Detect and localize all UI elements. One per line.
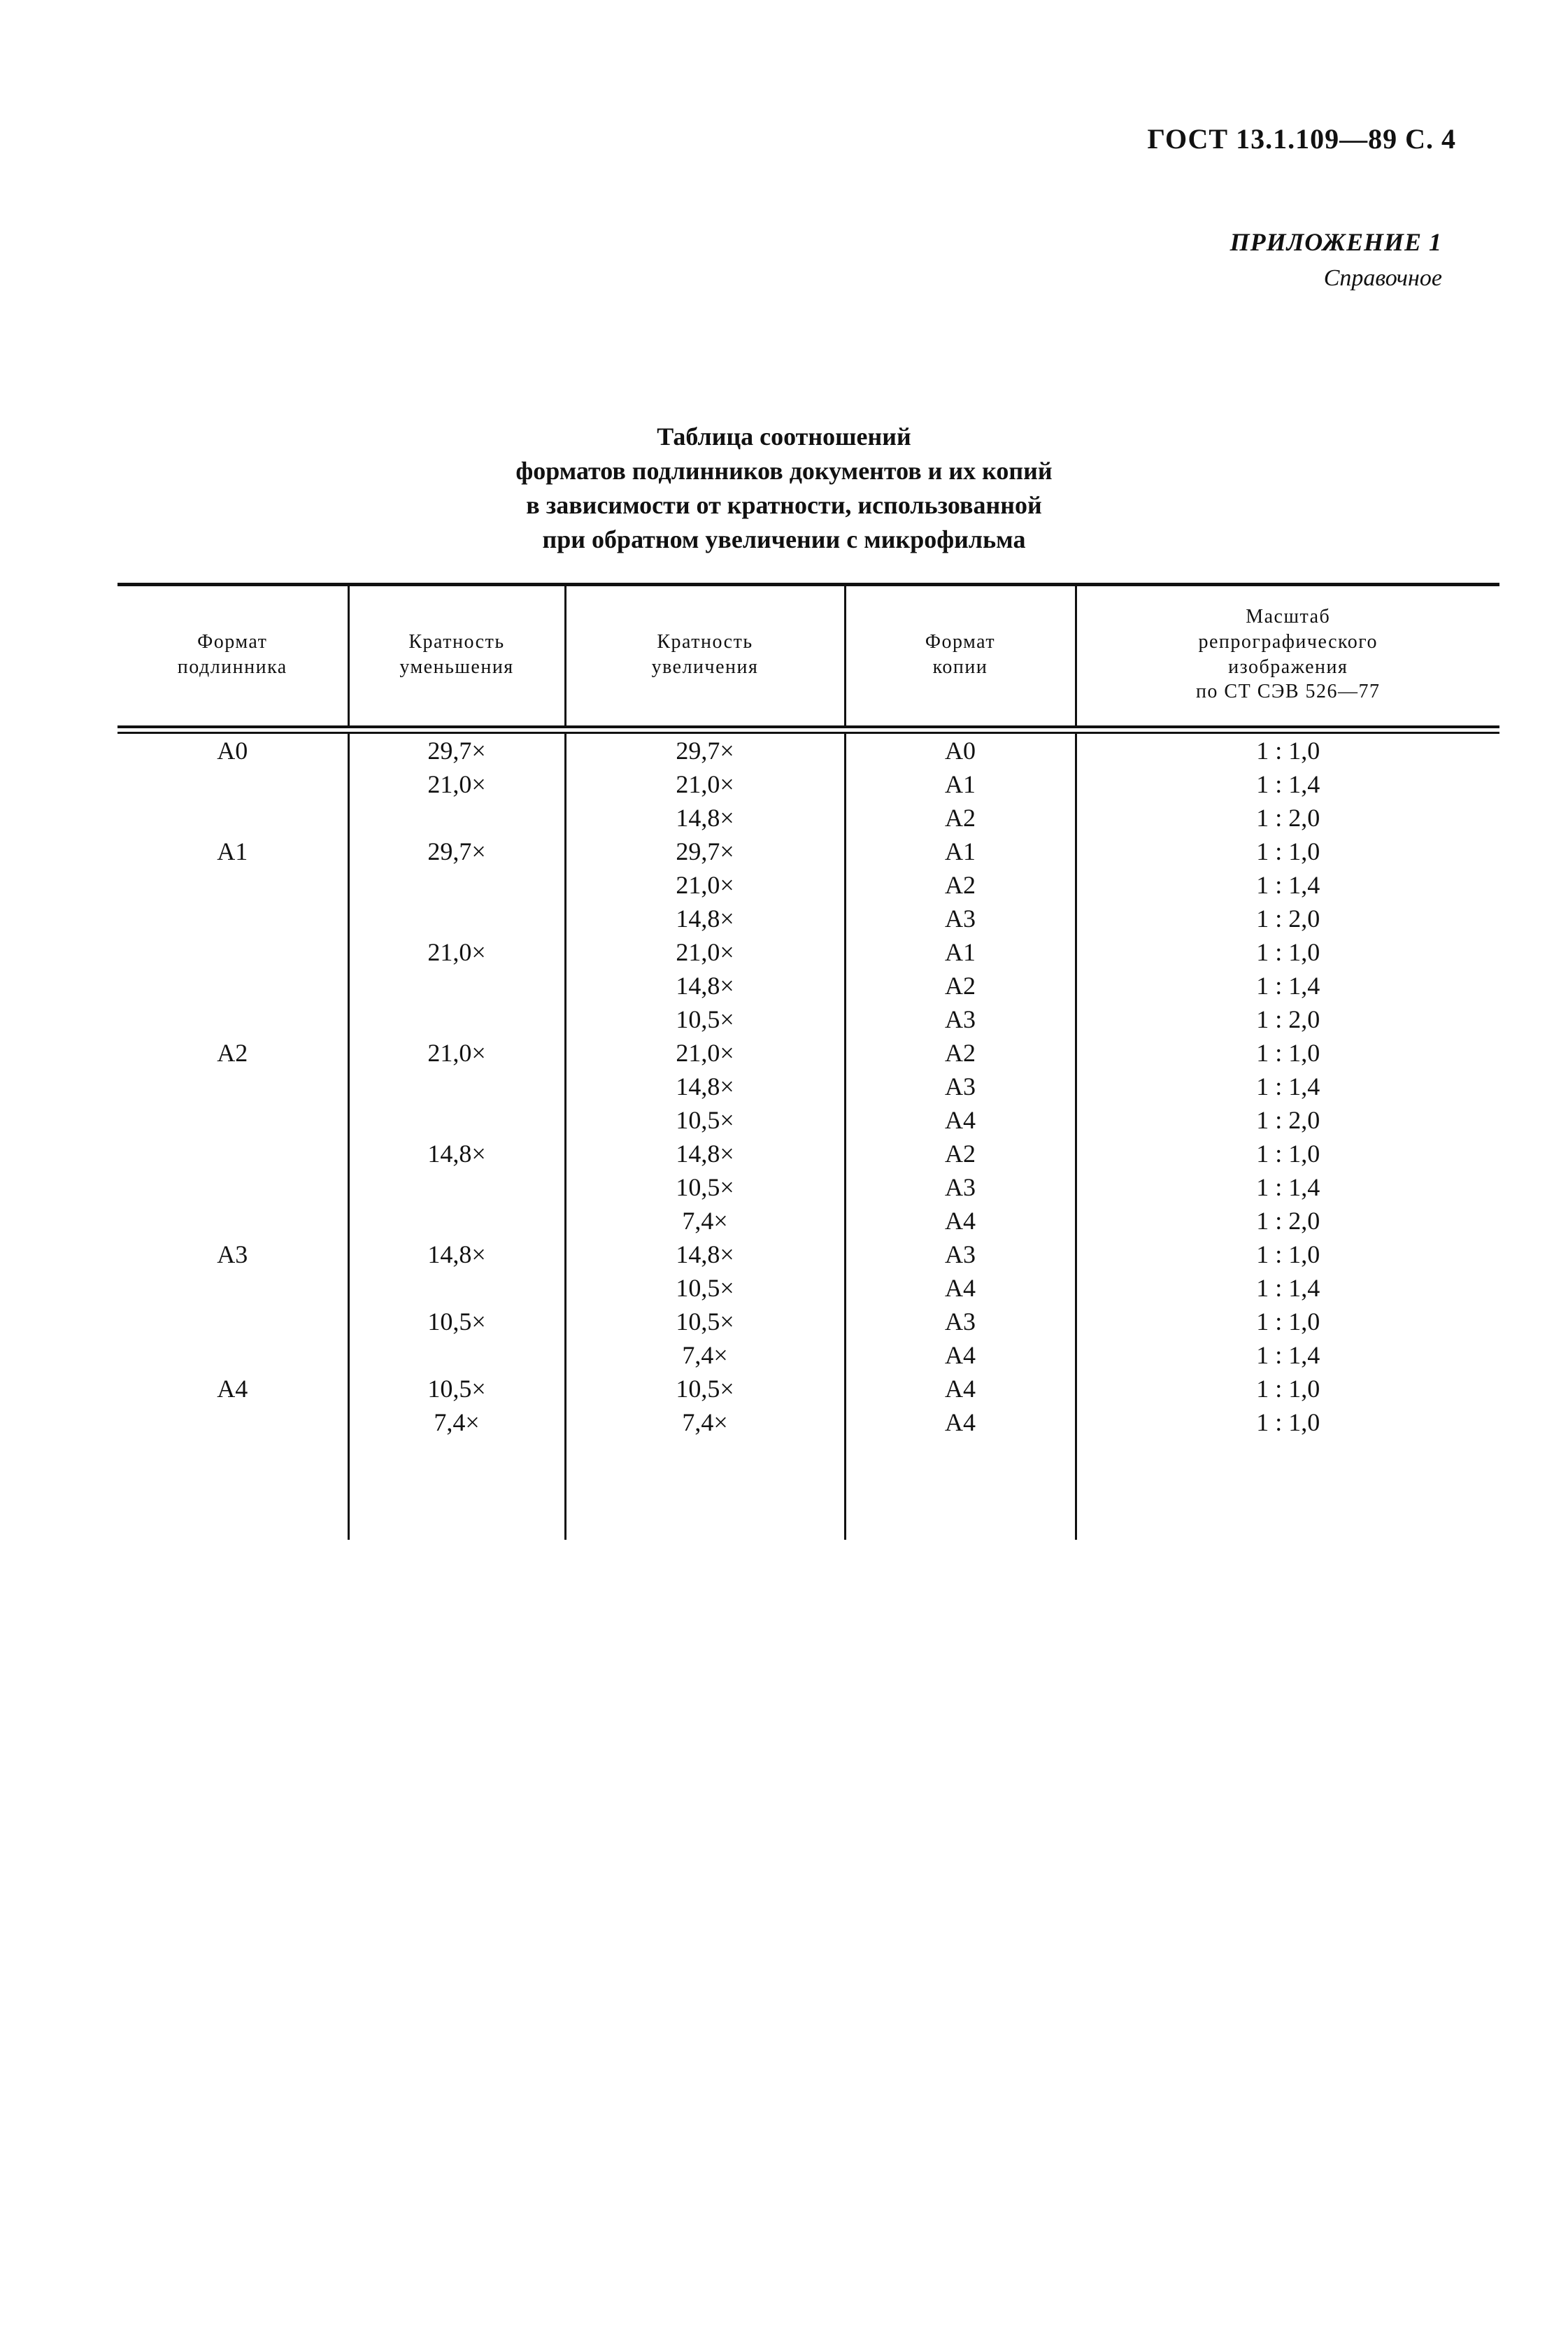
header-line: Масштаб <box>1246 606 1331 628</box>
cell-original-format <box>117 1070 348 1103</box>
cell-empty <box>348 1506 565 1540</box>
cell-copy-format: А1 <box>845 935 1076 969</box>
cell-copy-format: А1 <box>845 767 1076 801</box>
table-row-spacer <box>117 1473 1499 1506</box>
table-row <box>117 902 1499 935</box>
cell-copy-format: А3 <box>845 902 1076 935</box>
cell-scale: 1 : 1,0 <box>1256 1375 1320 1403</box>
cell-original-format <box>117 1338 348 1372</box>
cell-magnification: 10,5× <box>565 1170 845 1204</box>
cell-scale: 1 : 1,4 <box>1256 1274 1320 1303</box>
cell-scale: 1 : 1,4 <box>1256 871 1320 900</box>
cell-scale: 1 : 1,0 <box>1256 837 1320 866</box>
table-row <box>117 1002 1499 1036</box>
cell-copy-format: А4 <box>845 1271 1076 1305</box>
table-row <box>117 1137 1499 1170</box>
cell-reduction: 10,5× <box>348 1305 565 1338</box>
table-row <box>117 1070 1499 1103</box>
cell-scale: 1 : 1,4 <box>1256 972 1320 1000</box>
cell-scale: 1 : 1,0 <box>1256 737 1320 765</box>
cell-scale: 1 : 1,0 <box>1256 1140 1320 1168</box>
header-line: подлинника <box>177 656 287 678</box>
cell-original-format: А4 <box>117 1372 348 1405</box>
cell-empty <box>845 1473 1076 1506</box>
cell-reduction: 21,0× <box>348 935 565 969</box>
cell-reduction <box>348 1002 565 1036</box>
cell-magnification: 14,8× <box>565 1137 845 1170</box>
cell-reduction <box>348 1204 565 1238</box>
cell-copy-format: А3 <box>845 1002 1076 1036</box>
cell-empty <box>1076 1506 1499 1540</box>
cell-copy-format: А2 <box>845 969 1076 1002</box>
cell-empty <box>845 1506 1076 1540</box>
table-row-spacer <box>117 1506 1499 1540</box>
cell-magnification: 7,4× <box>565 1338 845 1372</box>
cell-scale: 1 : 1,4 <box>1256 1341 1320 1370</box>
table-row <box>117 767 1499 801</box>
cell-reduction: 14,8× <box>348 1137 565 1170</box>
caption-line-3: в зависимости от кратности, использованной <box>526 490 1042 519</box>
table-row <box>117 734 1499 767</box>
cell-magnification: 14,8× <box>565 902 845 935</box>
cell-magnification: 21,0× <box>565 767 845 801</box>
cell-scale: 1 : 1,0 <box>1256 1408 1320 1437</box>
cell-copy-format: А4 <box>845 1103 1076 1137</box>
cell-empty <box>1076 1439 1499 1473</box>
cell-reduction: 29,7× <box>348 835 565 868</box>
cell-original-format: А3 <box>117 1238 348 1271</box>
cell-original-format: А1 <box>117 835 348 868</box>
table-row <box>117 1372 1499 1405</box>
cell-scale: 1 : 1,0 <box>1256 1308 1320 1336</box>
caption-line-1: Таблица соотношений <box>657 423 911 451</box>
cell-reduction <box>348 1103 565 1137</box>
cell-empty <box>565 1506 845 1540</box>
cell-magnification: 10,5× <box>565 1271 845 1305</box>
cell-empty <box>117 1506 348 1540</box>
cell-copy-format: А1 <box>845 835 1076 868</box>
table-body <box>117 734 1499 1540</box>
cell-original-format <box>117 935 348 969</box>
cell-reduction: 14,8× <box>348 1238 565 1271</box>
cell-magnification: 29,7× <box>565 734 845 767</box>
cell-scale: 1 : 1,4 <box>1256 770 1320 799</box>
cell-empty <box>845 1439 1076 1473</box>
cell-empty <box>117 1473 348 1506</box>
cell-copy-format: А2 <box>845 801 1076 835</box>
cell-empty <box>565 1439 845 1473</box>
cell-magnification: 10,5× <box>565 1372 845 1405</box>
table-row <box>117 1036 1499 1070</box>
cell-copy-format: А3 <box>845 1070 1076 1103</box>
cell-scale: 1 : 1,4 <box>1256 1173 1320 1202</box>
table-header-grid <box>117 586 1499 725</box>
cell-original-format <box>117 969 348 1002</box>
cell-original-format <box>117 1405 348 1439</box>
cell-reduction <box>348 902 565 935</box>
header-line: увеличения <box>651 656 759 678</box>
cell-reduction: 10,5× <box>348 1372 565 1405</box>
header-line: по СТ СЭВ 526—77 <box>1195 681 1381 703</box>
cell-magnification: 21,0× <box>565 935 845 969</box>
column-header-scale <box>1076 586 1499 725</box>
table-row <box>117 969 1499 1002</box>
header-line: Кратность <box>657 630 753 653</box>
header-line: уменьшения <box>399 656 514 678</box>
cell-scale: 1 : 1,0 <box>1256 1039 1320 1068</box>
cell-copy-format: А4 <box>845 1204 1076 1238</box>
cell-original-format <box>117 868 348 902</box>
cell-copy-format: А0 <box>845 734 1076 767</box>
appendix-block <box>1230 227 1442 292</box>
cell-scale: 1 : 1,4 <box>1256 1072 1320 1101</box>
cell-copy-format: А2 <box>845 1036 1076 1070</box>
table-row <box>117 935 1499 969</box>
table-row <box>117 1338 1499 1372</box>
ratio-table <box>117 583 1499 1540</box>
cell-original-format <box>117 1103 348 1137</box>
appendix-title: ПРИЛОЖЕНИЕ 1 <box>1230 228 1442 256</box>
cell-magnification: 21,0× <box>565 1036 845 1070</box>
table-row <box>117 1405 1499 1439</box>
cell-reduction <box>348 801 565 835</box>
cell-copy-format: А4 <box>845 1372 1076 1405</box>
cell-original-format <box>117 767 348 801</box>
cell-reduction <box>348 969 565 1002</box>
cell-original-format <box>117 801 348 835</box>
table-row <box>117 1170 1499 1204</box>
table-row <box>117 1238 1499 1271</box>
cell-original-format: А0 <box>117 734 348 767</box>
cell-magnification: 10,5× <box>565 1103 845 1137</box>
table-row <box>117 868 1499 902</box>
cell-empty <box>348 1473 565 1506</box>
table-header-row <box>117 586 1499 725</box>
cell-magnification: 7,4× <box>565 1405 845 1439</box>
cell-original-format <box>117 1305 348 1338</box>
cell-empty <box>1076 1473 1499 1506</box>
column-header-magnification <box>565 586 845 725</box>
cell-original-format <box>117 1271 348 1305</box>
cell-magnification: 14,8× <box>565 801 845 835</box>
table-caption <box>0 420 1568 557</box>
cell-original-format <box>117 1170 348 1204</box>
table-row <box>117 1204 1499 1238</box>
table-row <box>117 1305 1499 1338</box>
table-body-grid <box>117 734 1499 1540</box>
cell-copy-format: А3 <box>845 1238 1076 1271</box>
cell-reduction: 21,0× <box>348 1036 565 1070</box>
header-line: Формат <box>925 630 996 653</box>
cell-copy-format: А2 <box>845 1137 1076 1170</box>
header-line: Формат <box>197 630 268 653</box>
caption-line-4: при обратном увеличении с микрофильма <box>542 525 1026 553</box>
cell-copy-format: А2 <box>845 868 1076 902</box>
cell-magnification: 14,8× <box>565 969 845 1002</box>
cell-reduction <box>348 868 565 902</box>
header-line: Кратность <box>408 630 505 653</box>
column-header-reduction <box>348 586 565 725</box>
cell-original-format: А2 <box>117 1036 348 1070</box>
table-row <box>117 835 1499 868</box>
cell-reduction <box>348 1338 565 1372</box>
column-header-copy <box>845 586 1076 725</box>
cell-copy-format: А3 <box>845 1170 1076 1204</box>
table-header-rule-upper <box>117 725 1499 728</box>
cell-empty <box>117 1439 348 1473</box>
cell-copy-format: А4 <box>845 1338 1076 1372</box>
column-header-original <box>117 586 348 725</box>
header-line: изображения <box>1228 656 1348 678</box>
caption-line-2: форматов подлинников документов и их копий <box>515 456 1053 485</box>
cell-copy-format: А4 <box>845 1405 1076 1439</box>
cell-magnification: 29,7× <box>565 835 845 868</box>
cell-scale: 1 : 2,0 <box>1256 1207 1320 1235</box>
cell-reduction <box>348 1271 565 1305</box>
cell-original-format <box>117 902 348 935</box>
cell-original-format <box>117 1204 348 1238</box>
cell-reduction <box>348 1070 565 1103</box>
table-row <box>117 801 1499 835</box>
cell-empty <box>565 1473 845 1506</box>
cell-scale: 1 : 2,0 <box>1256 1005 1320 1034</box>
cell-magnification: 10,5× <box>565 1305 845 1338</box>
cell-original-format <box>117 1002 348 1036</box>
cell-scale: 1 : 2,0 <box>1256 905 1320 933</box>
cell-empty <box>348 1439 565 1473</box>
cell-magnification: 14,8× <box>565 1238 845 1271</box>
cell-scale: 1 : 2,0 <box>1256 1106 1320 1135</box>
cell-original-format <box>117 1137 348 1170</box>
table-row <box>117 1103 1499 1137</box>
cell-magnification: 10,5× <box>565 1002 845 1036</box>
cell-scale: 1 : 1,0 <box>1256 938 1320 967</box>
appendix-subtitle: Справочное <box>1323 265 1442 291</box>
cell-magnification: 14,8× <box>565 1070 845 1103</box>
cell-reduction: 29,7× <box>348 734 565 767</box>
cell-reduction: 21,0× <box>348 767 565 801</box>
cell-scale: 1 : 2,0 <box>1256 804 1320 832</box>
cell-copy-format: А3 <box>845 1305 1076 1338</box>
cell-reduction: 7,4× <box>348 1405 565 1439</box>
cell-scale: 1 : 1,0 <box>1256 1240 1320 1269</box>
table-row <box>117 1271 1499 1305</box>
header-line: репрографического <box>1198 630 1378 653</box>
header-line: копии <box>932 656 988 678</box>
cell-reduction <box>348 1170 565 1204</box>
cell-magnification: 7,4× <box>565 1204 845 1238</box>
cell-magnification: 21,0× <box>565 868 845 902</box>
table-row-spacer <box>117 1439 1499 1473</box>
page-header: ГОСТ 13.1.109—89 С. 4 <box>1147 123 1456 155</box>
